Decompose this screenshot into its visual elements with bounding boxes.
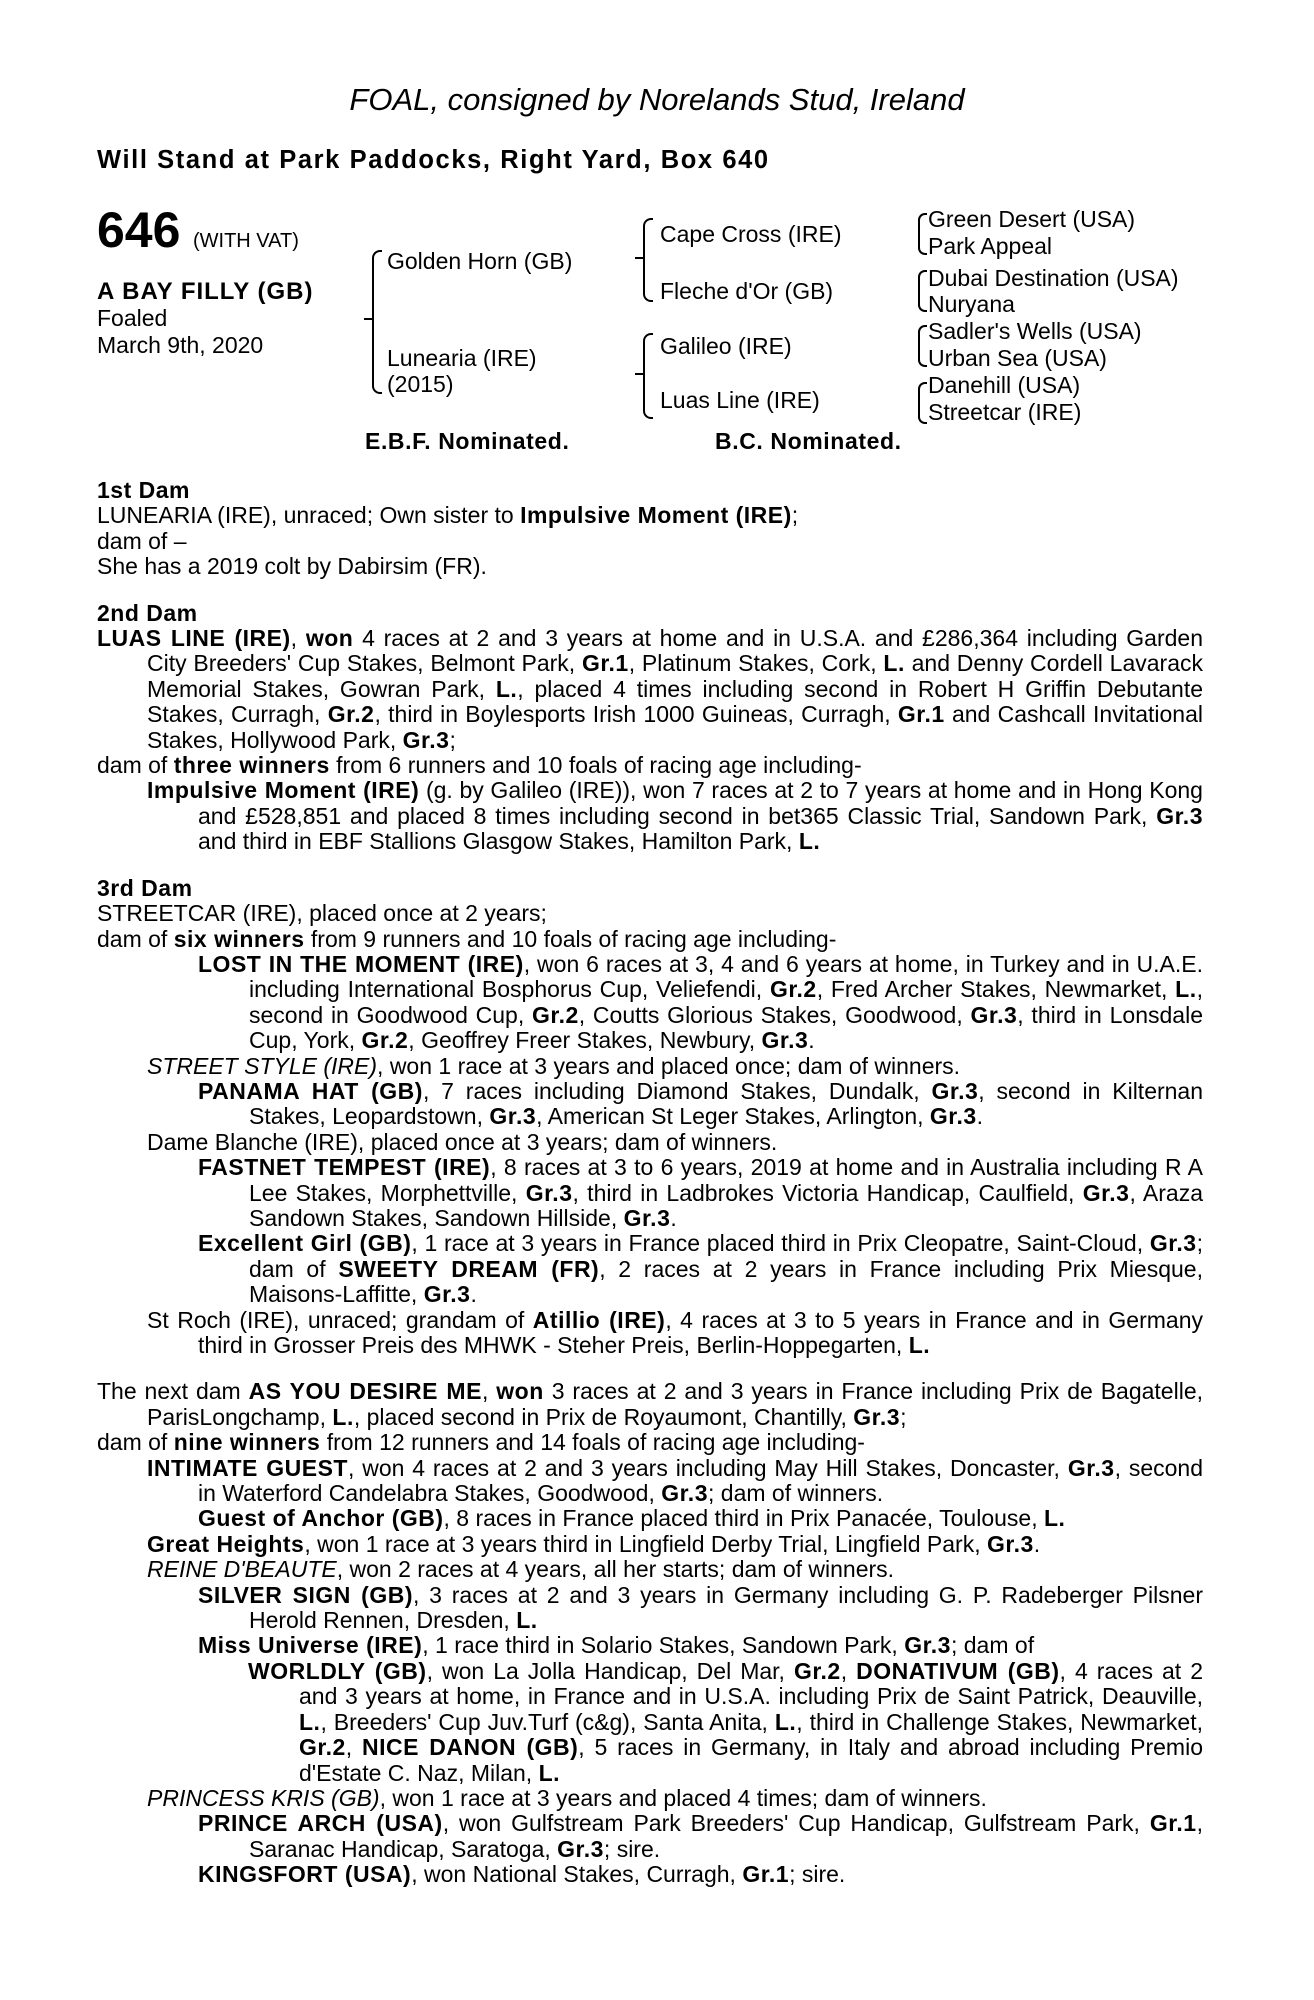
pedigree-dam-sire: Galileo (IRE) [660, 333, 792, 359]
pedigree-gen3-6: Urban Sea (USA) [928, 345, 1107, 371]
first-dam-heading: 1st Dam [97, 477, 190, 503]
pedigree-sire-sire: Cape Cross (IRE) [660, 221, 842, 247]
next-dam-record: The next dam AS YOU DESIRE ME, won 3 races at 2 and 3 years in France including Prix de Bagatelle, ParisLongchamp, L., placed second in Prix de Royaumont, Chantilly, Gr.3; [97, 1378, 1204, 1430]
pedigree-brace-sire-dam [372, 250, 382, 394]
pedigree-gen3-8: Streetcar (IRE) [928, 399, 1082, 425]
pedigree-brace-sire [643, 218, 653, 302]
ebf-nominated: E.B.F. Nominated. [365, 428, 570, 454]
pedigree-sire: Golden Horn (GB) [387, 248, 573, 274]
pedigree-brace-tick [364, 318, 372, 320]
next-dam-produce-summary: dam of nine winners from 12 runners and 14 foals of racing age including- [97, 1429, 865, 1456]
produce-entry: FASTNET TEMPEST (IRE), 8 races at 3 to 6 years, 2019 at home and in Australia including R A Lee Stakes, Morphettville, Gr.3, third in Ladbrokes Victoria Handicap, Caulfield, Gr.3, Araza Sandown Stakes, Sandown Hillside, Gr.3. [198, 1154, 1203, 1231]
pedigree-brace-dam [643, 333, 653, 419]
pedigree-brace-tick [635, 373, 643, 375]
produce-entry: KINGSFORT (USA), won National Stakes, Curragh, Gr.1; sire. [198, 1861, 846, 1888]
produce-entry: Guest of Anchor (GB), 8 races in France placed third in Prix Panacée, Toulouse, L. [198, 1505, 1066, 1532]
pedigree-gen3-2: Park Appeal [928, 233, 1053, 259]
produce-entry: Excellent Girl (GB), 1 race at 3 years in France placed third in Prix Cleopatre, Saint-Cloud, Gr.3; dam of SWEETY DREAM (FR), 2 races at 2 years in France including Prix Miesque, Maisons-Laffitte, Gr.3. [198, 1230, 1203, 1308]
pedigree-gen3-3: Dubai Destination (USA) [928, 265, 1179, 291]
pedigree-brace-g2 [918, 270, 927, 312]
second-dam-produce-summary: dam of three winners from 6 runners and 10 foals of racing age including- [97, 752, 862, 779]
produce-entry: SILVER SIGN (GB), 3 races at 2 and 3 years in Germany including G. P. Radeberger Pilsner Herold Rennen, Dresden, L. [198, 1581, 1203, 1634]
produce-entry: PANAMA HAT (GB), 7 races including Diamond Stakes, Dundalk, Gr.3, second in Kilternan Stakes, Leopardstown, Gr.3, American St Leger Stakes, Arlington, Gr.3. [198, 1077, 1204, 1130]
third-dam-produce-summary: dam of six winners from 9 runners and 10 foals of racing age including- [97, 925, 837, 952]
produce-entry: Miss Universe (IRE), 1 race third in Solario Stakes, Sandown Park, Gr.3; dam of [198, 1632, 1035, 1659]
produce-entry: LOST IN THE MOMENT (IRE), won 6 races at 3, 4 and 6 years at home, in Turkey and in U.A.E. including International Bosphorus Cup, Veliefendi, Gr.2, Fred Archer Stakes, Newmarket, L., second in Goodwood Cup, Gr.2, Coutts Glorious Stakes, Goodwood, Gr.3, third in Lonsdale Cup, York, Gr.2, Geoffrey Freer Stakes, Newbury, Gr.3. [198, 950, 1203, 1054]
produce-entry: Dame Blanche (IRE), placed once at 3 years; dam of winners. [147, 1128, 778, 1155]
first-dam-line: LUNEARIA (IRE), unraced; Own sister to Impulsive Moment (IRE); [97, 502, 799, 529]
third-dam-record: STREETCAR (IRE), placed once at 2 years; [97, 900, 547, 927]
pedigree-gen3-1: Green Desert (USA) [928, 206, 1136, 232]
produce-entry: PRINCESS KRIS (GB), won 1 race at 3 years and placed 4 times; dam of winners. [147, 1784, 987, 1811]
pedigree-dam-dam: Luas Line (IRE) [660, 387, 820, 413]
second-dam-heading: 2nd Dam [97, 599, 198, 626]
lot-number: 646 [97, 202, 181, 258]
foaled-date: March 9th, 2020 [97, 332, 264, 358]
pedigree-gen3-7: Danehill (USA) [928, 372, 1081, 398]
produce-entry: Impulsive Moment (IRE) (g. by Galileo (IRE)), won 7 races at 2 to 7 years at home and in Hong Kong and £528,851 and placed 8 times including second in bet365 Classic Trial, Sandown Park, Gr.3 and third in EBF Stallions Glasgow Stakes, Hamilton Park, L. [147, 777, 1203, 855]
vat-label: (WITH VAT) [193, 230, 299, 252]
foaled-label: Foaled [97, 305, 168, 331]
produce-entry: PRINCE ARCH (USA), won Gulfstream Park Breeders' Cup Handicap, Gulfstream Park, Gr.1, Saranac Handicap, Saratoga, Gr.3; sire. [198, 1810, 1203, 1862]
first-dam-produce: She has a 2019 colt by Dabirsim (FR). [97, 553, 487, 580]
pedigree-brace-g1 [918, 213, 927, 255]
produce-entry: STREET STYLE (IRE), won 1 race at 3 years and placed once; dam of winners. [147, 1052, 961, 1079]
pedigree-dam-year: (2015) [387, 371, 454, 397]
pedigree-brace-g3 [918, 325, 927, 367]
third-dam-heading: 3rd Dam [97, 874, 193, 901]
produce-entry: INTIMATE GUEST, won 4 races at 2 and 3 years including May Hill Stakes, Doncaster, Gr.3, second in Waterford Candelabra Stakes, Goodwood, Gr.3; dam of winners. [147, 1454, 1203, 1507]
pedigree-dam: Lunearia (IRE) [387, 345, 537, 371]
second-dam-record: LUAS LINE (IRE), won 4 races at 2 and 3 years at home and in U.S.A. and £286,364 including Garden City Breeders' Cup Stakes, Belmont Park, Gr.1, Platinum Stakes, Cork, L. and Denny Cordell Lavarack Memorial Stakes, Gowran Park, L., placed 4 times including second in Robert H Griffin Debutante Stakes, Curragh, Gr.2, third in Boylesports Irish 1000 Guineas, Curragh, Gr.1 and Cashcall Invitational Stakes, Hollywood Park, Gr.3; [97, 625, 1204, 753]
pedigree-brace-tick [635, 257, 643, 259]
consignment-line: FOAL, consigned by Norelands Stud, Ireland [349, 82, 965, 117]
pedigree-gen3-4: Nuryana [928, 291, 1015, 317]
pedigree-gen3-5: Sadler's Wells (USA) [928, 318, 1142, 344]
pedigree-brace-g4 [918, 382, 927, 424]
bc-nominated: B.C. Nominated. [715, 428, 902, 454]
produce-entry: REINE D'BEAUTE, won 2 races at 4 years, all her starts; dam of winners. [147, 1556, 895, 1583]
produce-entry: Great Heights, won 1 race at 3 years third in Lingfield Derby Trial, Lingfield Park, Gr.3. [147, 1530, 1041, 1557]
pedigree-sire-dam: Fleche d'Or (GB) [660, 278, 834, 304]
stand-location: Will Stand at Park Paddocks, Right Yard, Box 640 [97, 146, 770, 174]
catalogue-text [97, 478, 1203, 1888]
first-dam-produce-label: dam of – [97, 527, 187, 554]
produce-entry: WORLDLY (GB), won La Jolla Handicap, Del Mar, Gr.2, DONATIVUM (GB), 4 races at 2 and 3 years at home, in France and in U.S.A. including Prix de Saint Patrick, Deauville, L., Breeders' Cup Juv.Turf (c&g), Santa Anita, L., third in Challenge Stakes, Newmarket, Gr.2, NICE DANON (GB), 5 races in Germany, in Italy and abroad including Premio d'Estate C. Naz, Milan, L. [248, 1657, 1204, 1786]
lot-title: A BAY FILLY (GB) [97, 278, 314, 305]
produce-entry: St Roch (IRE), unraced; grandam of Atillio (IRE), 4 races at 3 to 5 years in France and in Germany third in Grosser Preis des MHWK - Steher Preis, Berlin-Hoppegarten, L. [147, 1306, 1203, 1358]
